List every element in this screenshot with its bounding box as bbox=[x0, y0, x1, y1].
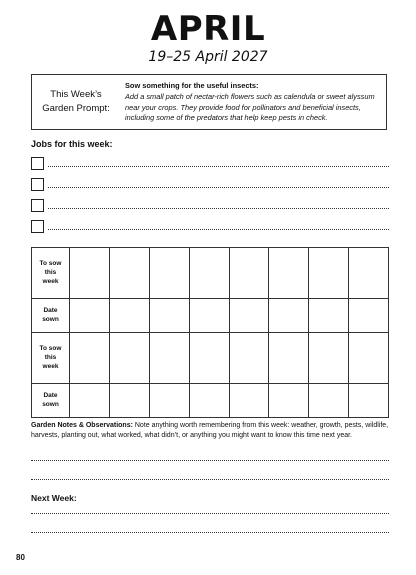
job-item bbox=[31, 157, 389, 173]
table-cell[interactable] bbox=[149, 332, 189, 383]
row-label-line: Date bbox=[43, 392, 58, 400]
month-title: APRIL bbox=[150, 9, 266, 49]
sowing-table bbox=[31, 247, 389, 418]
row-label-line: To sow bbox=[39, 345, 62, 353]
table-cell[interactable] bbox=[309, 298, 349, 332]
page-number: 80 bbox=[16, 553, 25, 562]
row-label-to-sow bbox=[32, 332, 70, 383]
jobs-title: Jobs for this week: bbox=[31, 139, 113, 149]
table-cell[interactable] bbox=[269, 332, 309, 383]
table-row bbox=[32, 332, 389, 383]
job-write-line[interactable] bbox=[48, 187, 389, 188]
notes-write-line[interactable] bbox=[31, 460, 389, 461]
notes-write-line[interactable] bbox=[31, 479, 389, 480]
table-cell[interactable] bbox=[109, 383, 149, 417]
table-cell[interactable] bbox=[309, 383, 349, 417]
job-write-line[interactable] bbox=[48, 166, 389, 167]
row-label-line: week bbox=[42, 278, 59, 286]
table-cell[interactable] bbox=[349, 298, 389, 332]
table-cell[interactable] bbox=[309, 248, 349, 299]
table-row bbox=[32, 383, 389, 417]
row-label-line: sown bbox=[42, 401, 59, 409]
notes-label: Garden Notes & Observations: bbox=[31, 422, 133, 429]
row-label-line: week bbox=[42, 363, 59, 371]
table-cell[interactable] bbox=[229, 383, 269, 417]
table-cell[interactable] bbox=[349, 383, 389, 417]
job-item bbox=[31, 220, 389, 236]
table-cell[interactable] bbox=[349, 248, 389, 299]
row-label-line: sown bbox=[42, 316, 59, 324]
table-cell[interactable] bbox=[269, 383, 309, 417]
table-row bbox=[32, 248, 389, 299]
job-item bbox=[31, 199, 389, 215]
table-cell[interactable] bbox=[229, 248, 269, 299]
table-cell[interactable] bbox=[349, 332, 389, 383]
table-cell[interactable] bbox=[269, 248, 309, 299]
week-dates: 19–25 April 2027 bbox=[148, 49, 268, 65]
table-cell[interactable] bbox=[109, 298, 149, 332]
table-cell[interactable] bbox=[229, 298, 269, 332]
job-checkbox[interactable] bbox=[31, 157, 44, 170]
prompt-body: Add a small patch of nectar-rich flowers such as calendula or sweet alyssum near your crops. They provide food for pollinators and beneficial insects, including some of the predators that help keep pests in check. bbox=[125, 92, 375, 122]
job-write-line[interactable] bbox=[48, 229, 389, 230]
row-label-to-sow bbox=[32, 248, 70, 299]
garden-notes-intro bbox=[31, 421, 393, 441]
table-cell[interactable] bbox=[269, 298, 309, 332]
job-checkbox[interactable] bbox=[31, 199, 44, 212]
job-item bbox=[31, 178, 389, 194]
table-cell[interactable] bbox=[189, 248, 229, 299]
row-label-line: To sow bbox=[39, 260, 62, 268]
table-cell[interactable] bbox=[70, 248, 110, 299]
row-label-line: Date bbox=[43, 307, 58, 315]
job-checkbox[interactable] bbox=[31, 220, 44, 233]
prompt-label-line1: This Week’s bbox=[50, 89, 102, 100]
table-cell[interactable] bbox=[109, 332, 149, 383]
next-week-title: Next Week: bbox=[31, 493, 77, 503]
next-week-write-line[interactable] bbox=[31, 513, 389, 514]
next-week-write-line[interactable] bbox=[31, 532, 389, 533]
job-checkbox[interactable] bbox=[31, 178, 44, 191]
row-label-date-sown bbox=[32, 298, 70, 332]
row-label-line: this bbox=[44, 354, 57, 362]
garden-prompt-box bbox=[31, 74, 387, 130]
table-cell[interactable] bbox=[149, 248, 189, 299]
job-write-line[interactable] bbox=[48, 208, 389, 209]
table-cell[interactable] bbox=[149, 383, 189, 417]
table-cell[interactable] bbox=[109, 248, 149, 299]
prompt-label bbox=[32, 88, 120, 116]
table-cell[interactable] bbox=[149, 298, 189, 332]
prompt-label-line2: Garden Prompt: bbox=[42, 103, 110, 114]
table-cell[interactable] bbox=[189, 383, 229, 417]
table-cell[interactable] bbox=[70, 383, 110, 417]
table-cell[interactable] bbox=[229, 332, 269, 383]
row-label-date-sown bbox=[32, 383, 70, 417]
table-cell[interactable] bbox=[189, 298, 229, 332]
table-cell[interactable] bbox=[309, 332, 349, 383]
prompt-title: Sow something for the useful insects: bbox=[125, 81, 259, 90]
row-label-line: this bbox=[44, 269, 57, 277]
notes-text: Note anything worth remembering from this week: weather, growth, pests, wildlife, harvests, planting out, what worked, what didn’t, or anything you might want to know this time next year. bbox=[31, 422, 389, 439]
table-cell[interactable] bbox=[70, 332, 110, 383]
table-cell[interactable] bbox=[70, 298, 110, 332]
table-row bbox=[32, 298, 389, 332]
table-cell[interactable] bbox=[189, 332, 229, 383]
